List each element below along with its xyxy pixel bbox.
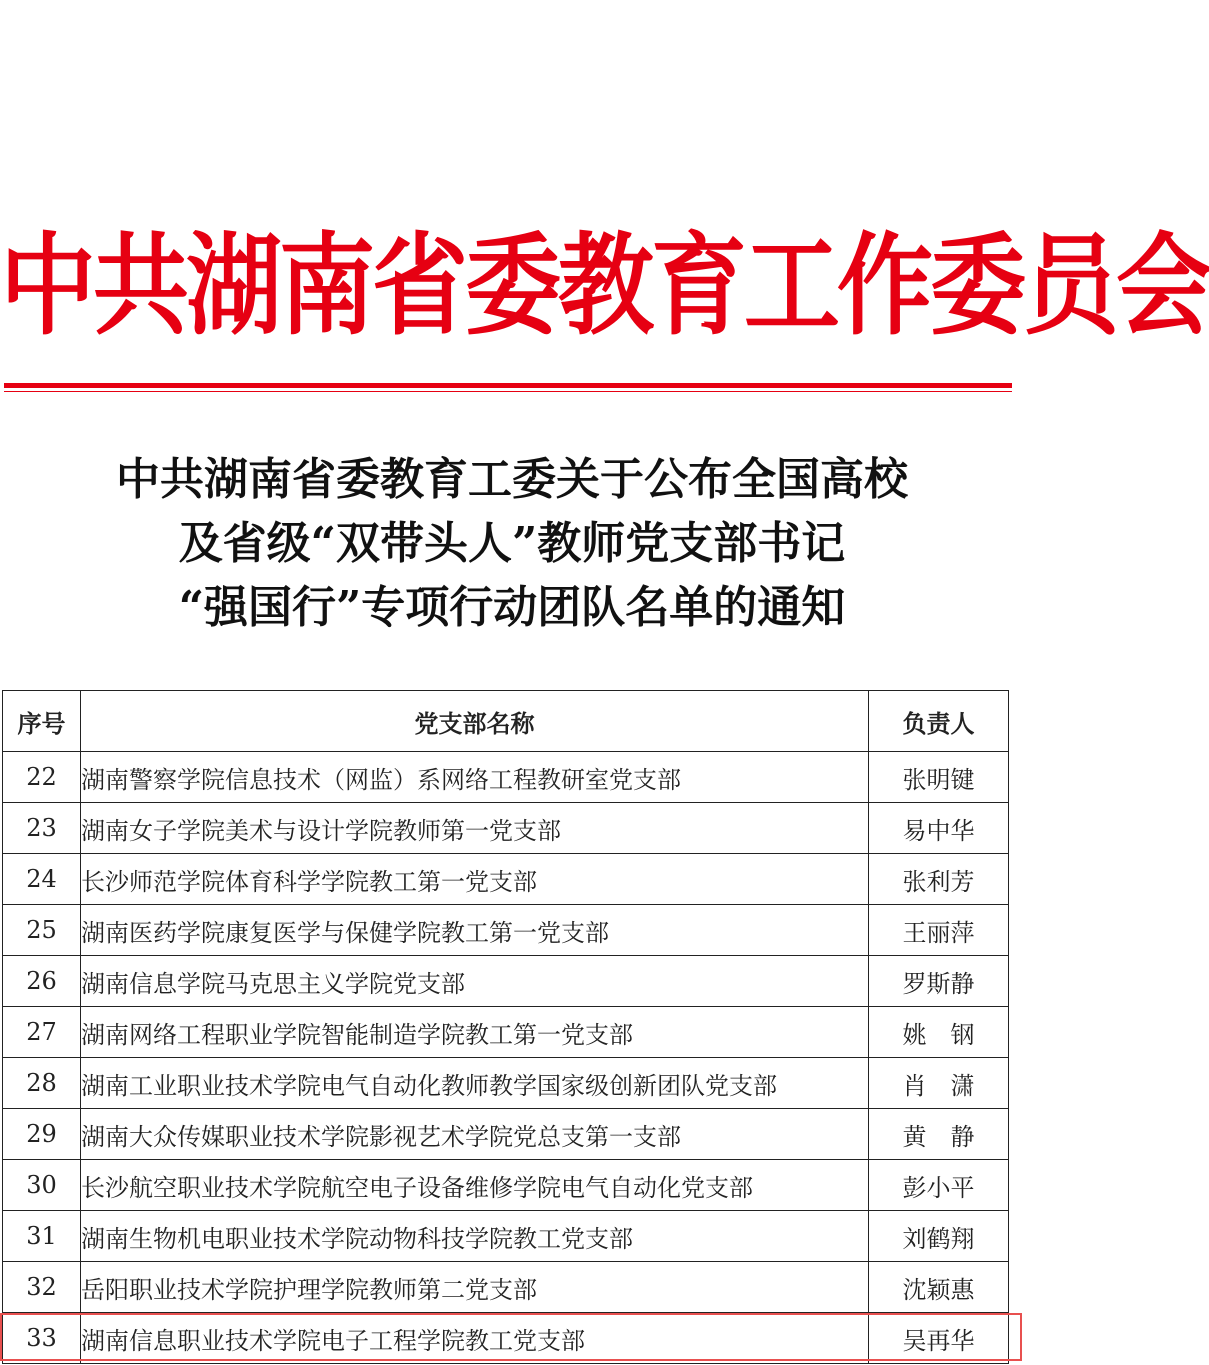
leader-name: 吴再华 — [869, 1313, 1009, 1364]
row-number: 32 — [3, 1262, 81, 1313]
leader-name: 王丽萍 — [869, 905, 1009, 956]
branch-name: 湖南大众传媒职业技术学院影视艺术学院党总支第一支部 — [81, 1109, 869, 1160]
branch-name: 岳阳职业技术学院护理学院教师第二党支部 — [81, 1262, 869, 1313]
branch-name: 湖南医药学院康复医学与保健学院教工第一党支部 — [81, 905, 869, 956]
table-row — [3, 752, 1009, 803]
leader-name: 张明键 — [869, 752, 1009, 803]
row-number: 29 — [3, 1109, 81, 1160]
branch-roster-table — [2, 690, 1009, 1364]
table-header-row — [3, 691, 1009, 752]
leader-name: 黄 静 — [869, 1109, 1009, 1160]
table-row — [3, 1262, 1009, 1313]
title-line-3: “强国行”专项行动团队名单的通知 — [178, 582, 846, 633]
header-leader: 负责人 — [869, 691, 1009, 752]
leader-name: 张利芳 — [869, 854, 1009, 905]
row-number: 26 — [3, 956, 81, 1007]
masthead-title: 中共湖南省委教育工作委员会 — [0, 220, 1209, 351]
row-number: 23 — [3, 803, 81, 854]
leader-name: 沈颖惠 — [869, 1262, 1009, 1313]
row-number: 30 — [3, 1160, 81, 1211]
leader-name: 罗斯静 — [869, 956, 1009, 1007]
branch-name: 湖南信息学院马克思主义学院党支部 — [81, 956, 869, 1007]
row-number: 24 — [3, 854, 81, 905]
table-row — [3, 1007, 1009, 1058]
row-number: 22 — [3, 752, 81, 803]
branch-name: 湖南网络工程职业学院智能制造学院教工第一党支部 — [81, 1007, 869, 1058]
table-row — [3, 956, 1009, 1007]
table-row — [3, 803, 1009, 854]
branch-name: 湖南生物机电职业技术学院动物科技学院教工党支部 — [81, 1211, 869, 1262]
table-row — [3, 1313, 1009, 1364]
leader-name: 姚 钢 — [869, 1007, 1009, 1058]
table-row — [3, 1160, 1009, 1211]
red-divider — [4, 383, 1012, 388]
row-number: 27 — [3, 1007, 81, 1058]
branch-name: 湖南工业职业技术学院电气自动化教师教学国家级创新团队党支部 — [81, 1058, 869, 1109]
branch-name: 长沙航空职业技术学院航空电子设备维修学院电气自动化党支部 — [81, 1160, 869, 1211]
branch-name: 湖南信息职业技术学院电子工程学院教工党支部 — [81, 1313, 869, 1364]
leader-name: 刘鹤翔 — [869, 1211, 1009, 1262]
table-body — [3, 752, 1009, 1364]
table-row — [3, 905, 1009, 956]
red-divider-thin — [4, 391, 1012, 392]
header-number: 序号 — [3, 691, 81, 752]
table-row — [3, 1058, 1009, 1109]
leader-name: 易中华 — [869, 803, 1009, 854]
leader-name: 彭小平 — [869, 1160, 1009, 1211]
branch-name: 湖南女子学院美术与设计学院教师第一党支部 — [81, 803, 869, 854]
branch-name: 长沙师范学院体育科学学院教工第一党支部 — [81, 854, 869, 905]
header-branch-name: 党支部名称 — [81, 691, 869, 752]
title-line-1: 中共湖南省委教育工委关于公布全国高校 — [116, 454, 908, 505]
table-row — [3, 1109, 1009, 1160]
table-row — [3, 854, 1009, 905]
branch-name: 湖南警察学院信息技术（网监）系网络工程教研室党支部 — [81, 752, 869, 803]
row-number: 33 — [3, 1313, 81, 1364]
leader-name: 肖 潇 — [869, 1058, 1009, 1109]
row-number: 28 — [3, 1058, 81, 1109]
row-number: 25 — [3, 905, 81, 956]
title-line-2: 及省级“双带头人”教师党支部书记 — [178, 518, 846, 569]
table-row — [3, 1211, 1009, 1262]
row-number: 31 — [3, 1211, 81, 1262]
document-title — [0, 448, 1024, 640]
